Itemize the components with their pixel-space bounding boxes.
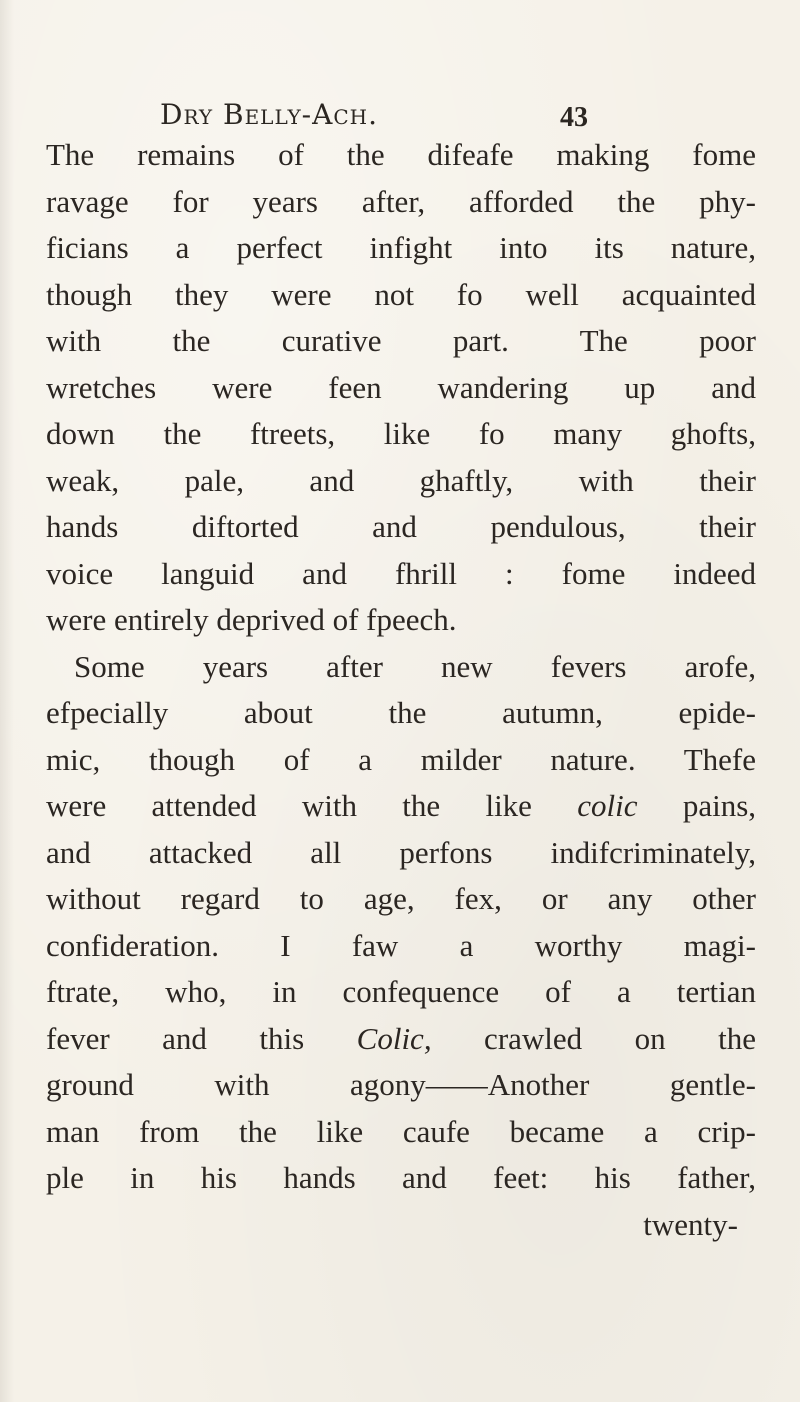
text-line: weak, pale, and ghaftly, with their [46,462,756,498]
text-line: Some years after new fevers arofe, [74,648,756,684]
text-run: crawled on the [431,1020,756,1056]
text-line: wretches were feen wandering up and [46,369,756,405]
text-line: ftrate, who, in confequence of a tertian [46,974,756,1009]
text-line: mic, though of a milder nature. Thefe [46,741,756,777]
body-text [46,132,756,1248]
text-line: voice languid and fhrill : fome indeed [46,555,756,591]
text-line: efpecially about the autumn, epide- [46,695,756,730]
text-line: without regard to age, fex, or any other [46,881,756,916]
text-line: though they were not fo well acquainted [46,276,756,312]
text-line: with the curative part. The poor [46,323,756,358]
text-line: man from the like caufe became a crip- [46,1113,756,1149]
page-gutter-shadow [0,0,14,1402]
text-line: ficians a perfect infight into its nature, [46,230,756,265]
text-run: pains, [637,788,756,823]
text-line: were entirely deprived of fpeech. [46,602,457,637]
text-line [46,1016,756,1063]
text-line: ple in his hands and feet: his father, [46,1160,756,1195]
text-line: The remains of the difeafe making fome [46,137,756,172]
page-number: 43 [560,102,588,133]
text-line [46,783,756,830]
text-line: and attacked all perfons indifcriminately, [46,834,756,870]
running-head: Dry Belly-Ach. [160,98,378,131]
text-line: hands diftorted and pendulous, their [46,509,756,544]
catchword: twenty- [643,1206,738,1242]
text-line: down the ftreets, like fo many ghofts, [46,416,756,451]
text-line: ground with agony——Another gentle- [46,1067,756,1102]
text-run: fever and this [46,1020,357,1056]
text-run: were attended with the like [46,788,578,823]
text-line: ravage for years after, afforded the phy- [46,183,756,219]
text-line: confideration. I faw a worthy magi- [46,927,756,963]
italic-word: colic [577,788,638,823]
italic-word: Colic, [356,1020,432,1056]
